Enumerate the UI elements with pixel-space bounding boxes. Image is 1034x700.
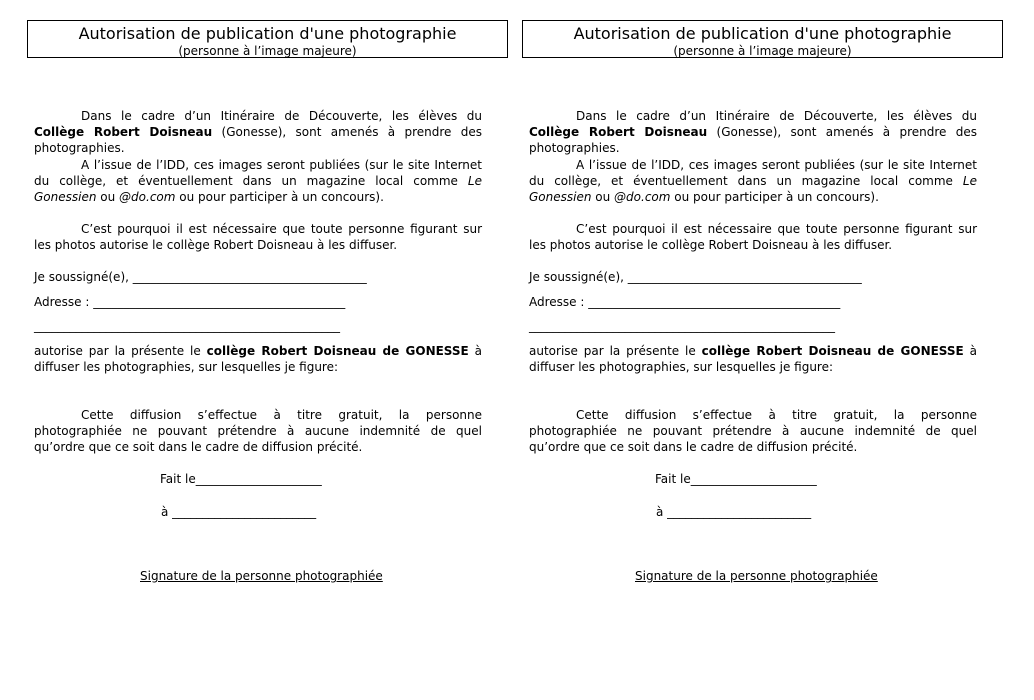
form-subtitle: (personne à l’image majeure) [178, 44, 357, 58]
signature-label: Signature de la personne photographiée [635, 569, 878, 583]
authorization-paragraph: autorise par la présente le collège Robert Doisneau de GONESSE à diffuser les photographies, sur lesquelles je figure: [34, 344, 482, 374]
form-title: Autorisation de publication d'une photographie [573, 24, 952, 43]
title-box [522, 20, 1003, 58]
place-field-line: à ________________________ [161, 505, 317, 519]
intro-paragraph: Dans le cadre d’un Itinéraire de Découverte, les élèves du Collège Robert Doisneau (Gonesse), sont amenés à prendre des photographies. [34, 109, 482, 155]
publication-paragraph: A l’issue de l’IDD, ces images seront publiées (sur le site Internet du collège, et éventuellement dans un magazine local comme Le Gonessien ou @do.com ou pour participer à un concours). [34, 158, 482, 204]
name-field-line: Je soussigné(e), _______________________________________ [34, 270, 367, 284]
publication-paragraph: A l’issue de l’IDD, ces images seront publiées (sur le site Internet du collège, et éventuellement dans un magazine local comme Le Gonessien ou @do.com ou pour participer à un concours). [529, 158, 977, 204]
name-field-line: Je soussigné(e), _______________________________________ [529, 270, 862, 284]
authorization-paragraph: autorise par la présente le collège Robert Doisneau de GONESSE à diffuser les photographies, sur lesquelles je figure: [529, 344, 977, 374]
intro-paragraph: Dans le cadre d’un Itinéraire de Découverte, les élèves du Collège Robert Doisneau (Gonesse), sont amenés à prendre des photographies. [529, 109, 977, 155]
address-field-line: Adresse : __________________________________________ [34, 295, 346, 309]
free-diffusion-paragraph: Cette diffusion s’effectue à titre gratuit, la personne photographiée ne pouvant prétendre à aucune indemnité de quel qu’ordre que ce soit dans le cadre de diffusion précité. [34, 408, 482, 454]
address-continuation-line: ___________________________________________________ [34, 319, 340, 333]
date-field-line: Fait le_____________________ [160, 472, 322, 486]
consent-paragraph: C’est pourquoi il est nécessaire que toute personne figurant sur les photos autorise le collège Robert Doisneau à les diffuser. [529, 222, 977, 252]
date-field-line: Fait le_____________________ [655, 472, 817, 486]
place-field-line: à ________________________ [656, 505, 812, 519]
title-box [27, 20, 508, 58]
authorization-form-right [522, 20, 1003, 583]
authorization-form-left [27, 20, 508, 583]
form-title: Autorisation de publication d'une photographie [78, 24, 457, 43]
address-field-line: Adresse : __________________________________________ [529, 295, 841, 309]
free-diffusion-paragraph: Cette diffusion s’effectue à titre gratuit, la personne photographiée ne pouvant prétendre à aucune indemnité de quel qu’ordre que ce soit dans le cadre de diffusion précité. [529, 408, 977, 454]
form-subtitle: (personne à l’image majeure) [673, 44, 852, 58]
signature-label: Signature de la personne photographiée [140, 569, 383, 583]
consent-paragraph: C’est pourquoi il est nécessaire que toute personne figurant sur les photos autorise le collège Robert Doisneau à les diffuser. [34, 222, 482, 252]
address-continuation-line: ___________________________________________________ [529, 319, 835, 333]
